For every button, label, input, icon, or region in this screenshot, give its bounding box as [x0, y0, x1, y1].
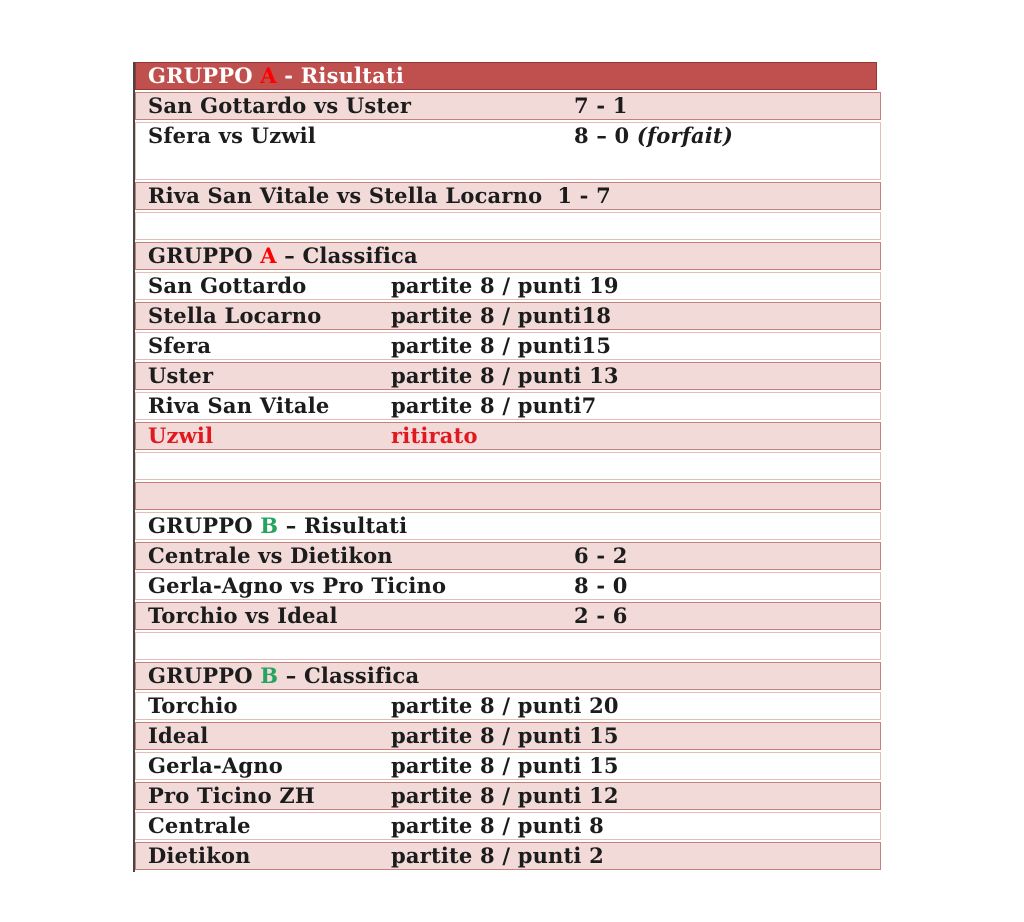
team-text: San Gottardo: [148, 273, 307, 298]
group-letter: B: [260, 513, 279, 538]
match-row: [135, 602, 881, 630]
team-record: [391, 723, 619, 749]
team-text: Dietikon: [148, 843, 251, 868]
team-record: [391, 813, 604, 839]
teams-text: Sfera vs Uzwil: [148, 123, 316, 148]
match-teams: [148, 183, 611, 209]
match-score: [574, 603, 628, 629]
team-record: [391, 303, 611, 329]
match-teams: [148, 543, 393, 569]
empty-row: [135, 632, 881, 660]
group-b-standings-header: [135, 662, 881, 690]
group-letter: B: [260, 663, 279, 688]
match-score: [574, 93, 628, 119]
score-text: 8 – 0: [574, 123, 630, 148]
section-title: [148, 513, 407, 539]
group-a-results-header: [135, 62, 877, 90]
team-name: [148, 393, 329, 419]
title-text: GRUPPO: [148, 663, 261, 688]
standing-row: [135, 332, 881, 360]
team-name: [148, 723, 208, 749]
team-record: [391, 393, 596, 419]
group-letter: A: [260, 63, 277, 88]
team-text: Torchio: [148, 693, 238, 718]
title-text: – Risultati: [278, 513, 408, 538]
group-b-results-header: [135, 512, 881, 540]
team-name: [148, 693, 238, 719]
team-name: [148, 843, 251, 869]
team-name: [148, 753, 283, 779]
team-record: [391, 363, 619, 389]
match-row: [135, 92, 881, 120]
record-text: partite 8 / punti 8: [391, 813, 604, 838]
standing-row: [135, 392, 881, 420]
section-title: [148, 63, 404, 89]
team-name: [148, 423, 213, 449]
standing-row-withdrawn: [135, 422, 881, 450]
team-text: Sfera: [148, 333, 212, 358]
section-title: [148, 243, 418, 269]
match-row: [135, 542, 881, 570]
team-record: [391, 843, 604, 869]
title-text: – Classifica: [276, 243, 418, 268]
team-record: [391, 423, 478, 449]
match-score: [574, 543, 628, 569]
title-text: GRUPPO: [148, 513, 261, 538]
title-text: - Risultati: [276, 63, 405, 88]
empty-row: [135, 212, 881, 240]
team-name: [148, 783, 315, 809]
group-letter: A: [260, 243, 277, 268]
standing-row: [135, 842, 881, 870]
team-name: [148, 273, 306, 299]
teams-text: Centrale vs Dietikon: [148, 543, 393, 568]
record-text: partite 8 / punti 13: [391, 363, 619, 388]
team-name: [148, 303, 321, 329]
standing-row: [135, 722, 881, 750]
score-text: 6 - 2: [574, 543, 628, 568]
score-text: 8 - 0: [574, 573, 628, 598]
match-score: [574, 573, 628, 599]
match-teams: [148, 93, 411, 119]
standing-row: [135, 752, 881, 780]
team-text: Ideal: [148, 723, 209, 748]
record-text: partite 8 / punti18: [391, 303, 612, 328]
teams-text: Torchio vs Ideal: [148, 603, 338, 628]
match-row: [135, 182, 881, 210]
title-text: – Classifica: [278, 663, 420, 688]
team-record: [391, 333, 611, 359]
title-text: GRUPPO: [148, 63, 261, 88]
record-text: partite 8 / punti 19: [391, 273, 619, 298]
record-text: partite 8 / punti 2: [391, 843, 604, 868]
match-teams: [148, 603, 338, 629]
teams-text: Gerla-Agno vs Pro Ticino: [148, 573, 447, 598]
team-text: Riva San Vitale: [148, 393, 330, 418]
teams-text: Riva San Vitale vs Stella Locarno 1 - 7: [148, 183, 611, 208]
record-text: partite 8 / punti 15: [391, 723, 619, 748]
empty-row: [135, 482, 881, 510]
empty-row: [135, 452, 881, 480]
record-text: partite 8 / punti 15: [391, 753, 619, 778]
standing-row: [135, 272, 881, 300]
team-name: [148, 333, 211, 359]
match-score: [574, 123, 733, 149]
team-record: [391, 783, 619, 809]
section-title: [148, 663, 419, 689]
record-text: partite 8 / punti 20: [391, 693, 619, 718]
team-text: Pro Ticino ZH: [148, 783, 315, 808]
team-name: [148, 813, 251, 839]
results-table: [133, 62, 881, 872]
standing-row: [135, 782, 881, 810]
record-text: partite 8 / punti15: [391, 333, 612, 358]
match-row: [135, 122, 881, 180]
record-text: partite 8 / punti 12: [391, 783, 619, 808]
match-teams: [148, 573, 446, 599]
teams-text: San Gottardo vs Uster: [148, 93, 412, 118]
team-record: [391, 753, 619, 779]
match-row: [135, 572, 881, 600]
team-text: Gerla-Agno: [148, 753, 283, 778]
match-teams: [148, 123, 316, 149]
standing-row: [135, 362, 881, 390]
record-text: ritirato: [391, 423, 478, 448]
score-text: 7 - 1: [574, 93, 628, 118]
title-text: GRUPPO: [148, 243, 261, 268]
team-name: [148, 363, 213, 389]
team-text: Centrale: [148, 813, 251, 838]
standing-row: [135, 692, 881, 720]
team-text: Stella Locarno: [148, 303, 322, 328]
team-record: [391, 693, 619, 719]
record-text: partite 8 / punti7: [391, 393, 597, 418]
team-text: Uzwil: [148, 423, 214, 448]
group-a-standings-header: [135, 242, 881, 270]
team-text: Uster: [148, 363, 214, 388]
score-note: (forfait): [629, 123, 733, 148]
team-record: [391, 273, 619, 299]
standing-row: [135, 302, 881, 330]
standing-row: [135, 812, 881, 840]
score-text: 2 - 6: [574, 603, 628, 628]
